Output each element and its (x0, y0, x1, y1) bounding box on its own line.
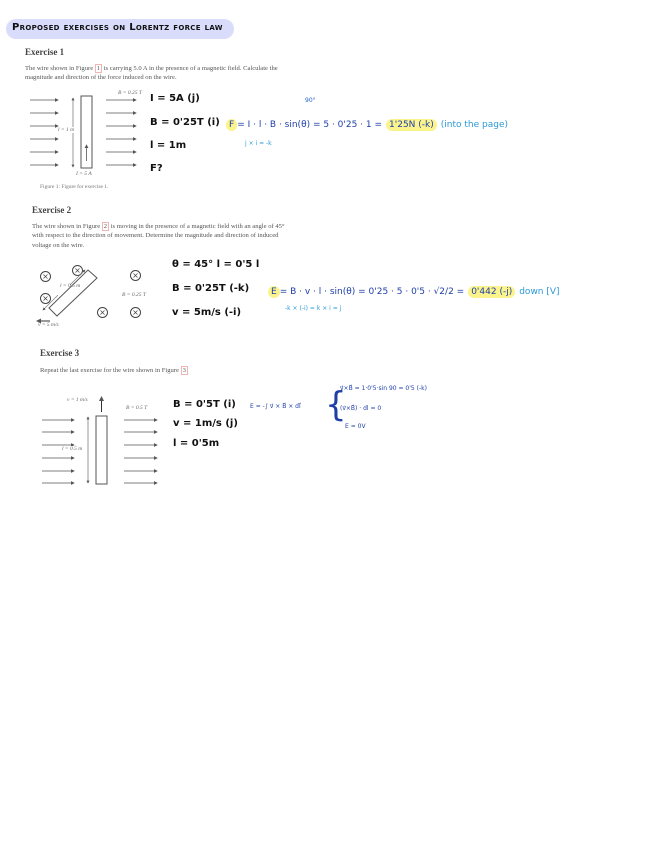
field-into-page-icon: × (130, 307, 141, 318)
figure2-length-label: l = 0.5 m (60, 283, 81, 289)
figure3-v-label: v = 1 m/s (67, 397, 88, 403)
exercise3-text (40, 366, 375, 375)
field-into-page-icon: × (40, 293, 51, 304)
figure3-length-label: l = 0.5 m (62, 446, 83, 452)
figure3-B-label: B = 0.5 T (126, 405, 148, 411)
ex3-given-field: B = 0'5T (i) (173, 399, 236, 410)
ex1-given-length: l = 1m (150, 140, 187, 151)
exercise1-text (25, 64, 360, 83)
field-into-page-icon: × (72, 265, 83, 276)
exercise1-heading: Exercise 1 (25, 47, 65, 57)
ex1-cross-product: j × i = -k (245, 140, 272, 147)
exercise2-text (32, 222, 367, 250)
ex1-comment: (into the page) (440, 120, 508, 130)
field-into-page-icon: × (97, 307, 108, 318)
ex3-case3: E = 0V (345, 423, 366, 430)
ex2-given-angle: θ = 45° l = 0'5 l (172, 259, 260, 270)
figure-ref-2[interactable]: 2 (103, 223, 108, 230)
text: with respect to the direction of movement. Determine the magnitude and direction of induced (32, 232, 279, 240)
ex1-given-current: I = 5A (j) (150, 93, 200, 104)
text: is carrying 5.0 A in the presence of a magnetic field. Calculate the (102, 65, 278, 72)
ex1-result: 1'25N (-k) (386, 119, 437, 131)
ex1-given-force: F? (150, 163, 163, 174)
ex1-formula (226, 114, 508, 132)
field-into-page-icon: × (40, 271, 51, 282)
ex1-angle-note: 90° (305, 97, 316, 104)
text: The wire shown in Figure (32, 223, 102, 230)
exercise2-heading: Exercise 2 (32, 205, 72, 215)
ex3-brace: { (325, 385, 347, 425)
text: voltage on the wire. (32, 241, 85, 249)
text: is moving in the presence of a magnetic field with an angle of 45° (109, 223, 285, 230)
ex1-given-field: B = 0'25T (i) (150, 117, 220, 128)
figure-ref-1[interactable]: 1 (96, 65, 101, 72)
ex2-formula (268, 281, 560, 299)
figure1-caption: Figure 1: Figure for exercise 1. (40, 184, 109, 190)
ex2-result: 0'442 (-j) (468, 286, 515, 298)
ex2-comment: down [V] (519, 287, 560, 297)
page-title: Proposed exercises on Lorentz force law (12, 22, 223, 33)
figure2-B-label: B = 0.25 T (122, 292, 146, 298)
figure1-B-label: B = 0.25 T (118, 90, 142, 96)
text: The wire shown in Figure (25, 65, 95, 72)
ex2-given-field: B = 0'25T (-k) (172, 283, 250, 294)
ex3-given-velocity: v = 1m/s (j) (173, 418, 238, 429)
figure1-length-label: l = 1 m (58, 127, 75, 133)
ex3-integral: E = -∫ v⃗ × B⃗ × dl⃗ (250, 403, 301, 410)
ex1-formula-body: = I · l · B · sin(θ) = 5 · 0'25 · 1 = (237, 120, 383, 130)
figure1-diagram (28, 93, 143, 173)
figure2-v-label: v = 5 m/s (38, 322, 59, 328)
ex2-given-velocity: v = 5m/s (-i) (172, 307, 242, 318)
ex1-F-symbol: F (226, 119, 237, 131)
exercise3-heading: Exercise 3 (40, 348, 80, 358)
figure1-current-label: I = 5 A (76, 171, 92, 177)
ex3-case1: v⃗×B⃗ = 1·0'5·sin 90 = 0'5 (-k) (340, 385, 427, 392)
ex3-case2: (v⃗×B⃗) · dl = 0 (340, 405, 382, 412)
ex2-formula-body: = B · v · l · sin(θ) = 0'25 · 5 · 0'5 · √2/2 = (279, 287, 465, 297)
field-into-page-icon: × (130, 270, 141, 281)
ex3-given-length: l = 0'5m (173, 438, 220, 449)
ex2-cross-product: -k × (-i) = k × i = j (285, 305, 342, 312)
text: Repeat the last exercise for the wire shown in Figure (40, 367, 181, 374)
figure-ref-3[interactable]: 3 (182, 367, 186, 374)
text: magnitude and direction of the force induced on the wire. (25, 74, 177, 82)
ex2-E-symbol: E (268, 286, 280, 298)
